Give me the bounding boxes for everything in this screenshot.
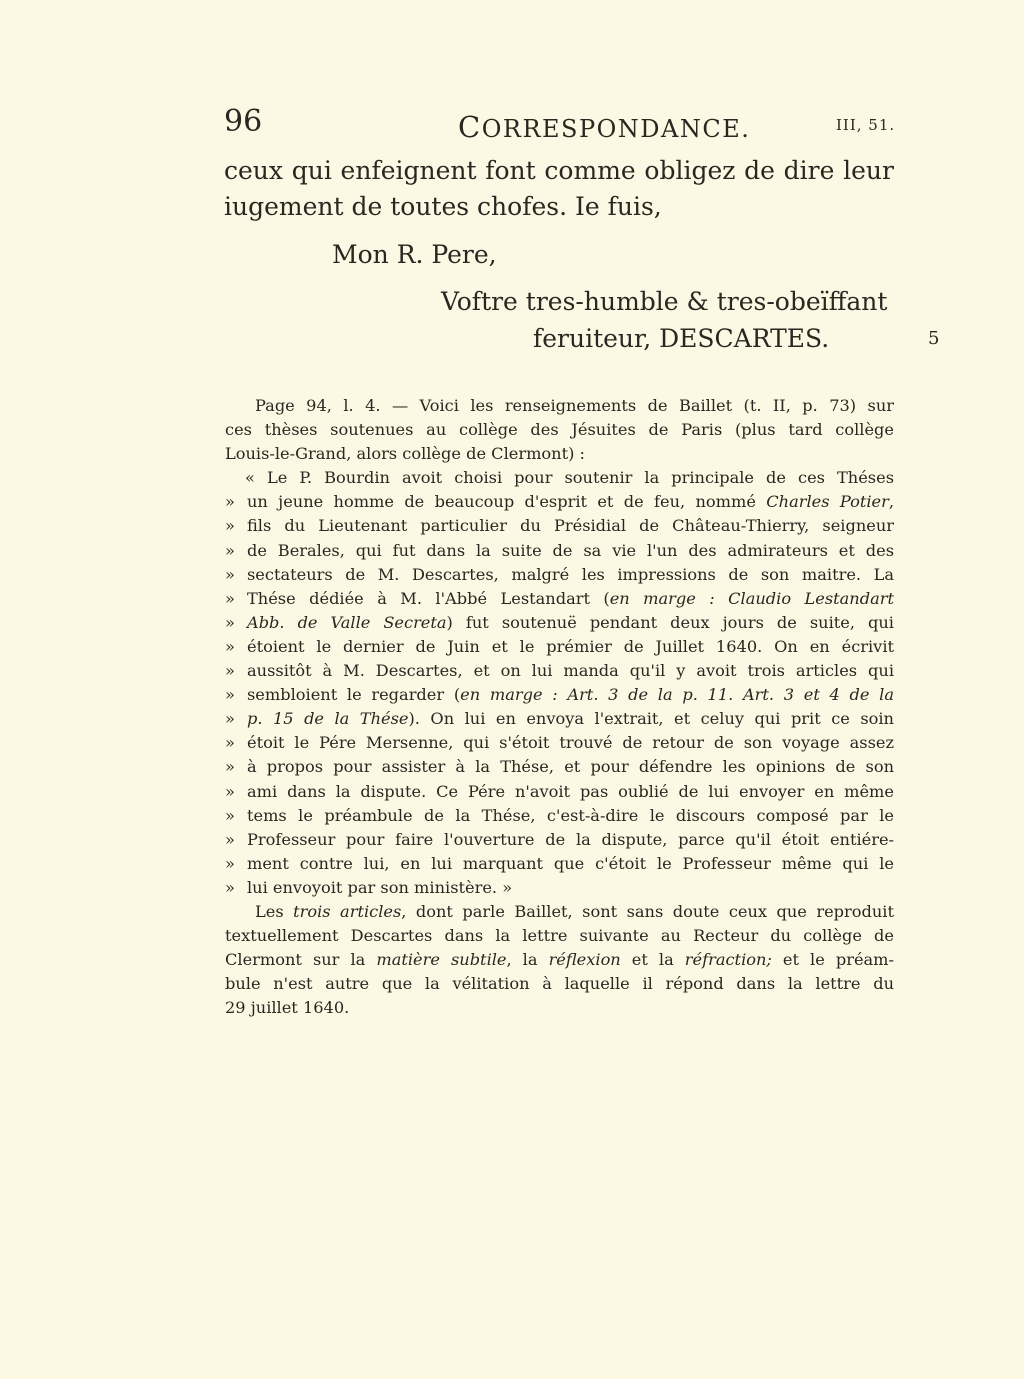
- quote-line: [225, 587, 894, 611]
- quote-text: à propos pour assister à la Thése, et pour défendre les opinions de son: [247, 757, 894, 777]
- quote-text: de Berales, qui fut dans la suite de sa vie l'un des admirateurs et des: [247, 540, 894, 560]
- quote-line: [225, 804, 894, 828]
- closing-line: bule n'est autre que la vélitation à laquelle il répond dans la lettre du: [225, 974, 894, 994]
- quote-line: [225, 707, 894, 731]
- quotation-mark: »: [225, 661, 235, 681]
- intro-line: ces thèses soutenues au collège des Jésuites de Paris (plus tard collège: [225, 420, 894, 440]
- quote-text: sembloient le regarder (en marge : Art. 3 de la p. 11. Art. 3 et 4 de la: [247, 685, 895, 705]
- baillet-quotation: [225, 466, 894, 900]
- quote-line: [225, 563, 894, 587]
- quotation-mark: »: [225, 733, 235, 753]
- page-number: 96: [224, 104, 263, 139]
- running-title: CORRESPONDANCE.: [458, 110, 751, 144]
- quote-line: [225, 731, 894, 755]
- quote-line: [225, 852, 894, 876]
- quote-text: Thése dédiée à M. l'Abbé Lestandart (en marge : Claudio Lestandart: [247, 588, 894, 608]
- quote-text: lui envoyoit par son ministère. »: [247, 877, 513, 897]
- letter-reference: III, 51.: [836, 116, 896, 134]
- salutation: Mon R. Pere,: [332, 240, 497, 269]
- quote-text: ami dans la dispute. Ce Pére n'avoit pas oublié de lui envoyer en même: [247, 781, 894, 801]
- closing-line: Les trois articles, dont parle Baillet, sont sans doute ceux que reproduit: [255, 901, 894, 921]
- quotation-mark: »: [225, 877, 235, 897]
- quote-text: fils du Lieutenant particulier du Présidial de Château-Thierry, seigneur: [247, 516, 894, 536]
- intro-line: Page 94, l. 4. — Voici les renseignements de Baillet (t. II, p. 73) sur: [255, 396, 894, 415]
- quote-line: [225, 876, 894, 900]
- notes-intro: [225, 394, 894, 466]
- quote-line: [225, 755, 894, 779]
- quotation-mark: »: [225, 588, 235, 608]
- quote-line: [225, 611, 894, 635]
- closing-line: textuellement Descartes dans la lettre suivante au Recteur du collège de: [225, 926, 894, 946]
- quote-text: sectateurs de M. Descartes, malgré les impressions de son maitre. La: [247, 564, 894, 584]
- quote-line: [225, 490, 894, 514]
- intro-line: Louis-le-Grand, alors collège de Clermont) :: [225, 444, 586, 464]
- quote-line: [225, 466, 894, 490]
- quote-line: [225, 780, 894, 804]
- quotation-mark: »: [225, 540, 235, 560]
- quotation-mark: »: [225, 516, 235, 536]
- closing-line: 29 juillet 1640.: [225, 998, 350, 1018]
- quotation-mark: »: [225, 781, 235, 801]
- quote-line: [225, 539, 894, 563]
- quote-line: [225, 514, 894, 538]
- line-number: 5: [928, 328, 940, 349]
- quote-text: p. 15 de la Thése). On lui en envoya l'extrait, et celuy qui prit ce soin: [247, 709, 894, 729]
- quote-text: Le P. Bourdin avoit choisi pour soutenir la principale de ces Théses: [267, 468, 894, 488]
- letter-text-line-1: ceux qui enfeignent font comme obligez de dire leur: [224, 156, 894, 185]
- quote-line: [225, 659, 894, 683]
- closing-line: Clermont sur la matière subtile, la réflexion et la réfraction; et le préam-: [225, 950, 894, 970]
- closing-line-2: feruiteur, DESCARTES.: [533, 324, 830, 353]
- editorial-notes: [225, 394, 894, 1020]
- quote-text: un jeune homme de beaucoup d'esprit et de feu, nommé Charles Potier,: [247, 492, 894, 512]
- quotation-mark: »: [225, 612, 235, 632]
- quote-text: Abb. de Valle Secreta) fut soutenuë pendant deux jours de suite, qui: [247, 612, 894, 632]
- quotation-mark: »: [225, 636, 235, 656]
- quote-text: Professeur pour faire l'ouverture de la dispute, parce qu'il étoit entiére-: [247, 829, 894, 849]
- quote-line: [225, 683, 894, 707]
- quotation-mark: »: [225, 805, 235, 825]
- quotation-mark: »: [225, 492, 235, 512]
- quotation-mark: »: [225, 853, 235, 873]
- quotation-mark: »: [225, 564, 235, 584]
- quotation-mark: »: [225, 757, 235, 777]
- quotation-mark: «: [245, 468, 255, 488]
- quotation-mark: »: [225, 829, 235, 849]
- quote-line: [225, 828, 894, 852]
- closing-line-1: Voftre tres-humble & tres-obeïffant: [441, 287, 888, 316]
- quote-text: tems le préambule de la Thése, c'est-à-dire le discours composé par le: [247, 805, 894, 825]
- quote-text: aussitôt à M. Descartes, et on lui manda qu'il y avoit trois articles qui: [247, 661, 894, 681]
- quotation-mark: »: [225, 685, 235, 705]
- quote-text: étoient le dernier de Juin et le prémier de Juillet 1640. On en écrivit: [247, 636, 894, 656]
- quotation-mark: »: [225, 709, 235, 729]
- quote-text: étoit le Pére Mersenne, qui s'étoit trouvé de retour de son voyage assez: [247, 733, 894, 753]
- quote-line: [225, 635, 894, 659]
- letter-text-line-2: iugement de toutes chofes. Ie fuis,: [224, 192, 662, 221]
- quote-text: ment contre lui, en lui marquant que c'étoit le Professeur même qui le: [247, 853, 894, 873]
- notes-closing: [225, 900, 894, 1020]
